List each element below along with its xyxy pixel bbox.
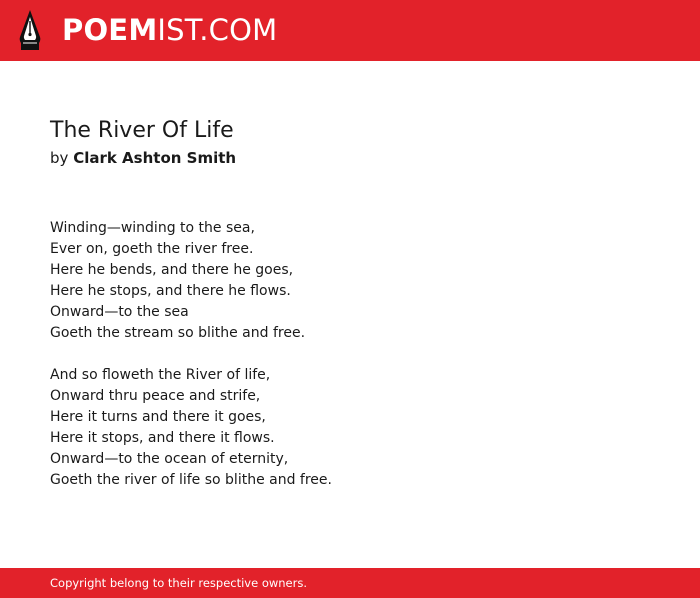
poem-line: Here he bends, and there he goes, — [50, 262, 294, 278]
poem-line: Goeth the stream so blithe and free. — [50, 325, 306, 341]
poem-content — [50, 116, 670, 512]
brand-bold-text: POEM — [62, 13, 158, 47]
poem-line: Here he stops, and there he flows. — [50, 283, 291, 299]
poem-line: Here it turns and there it goes, — [50, 409, 266, 425]
stanza-2 — [50, 365, 670, 491]
author-link[interactable]: Clark Ashton Smith — [73, 149, 237, 167]
copyright-text: Copyright belong to their respective owners. — [50, 576, 308, 590]
pen-nib-icon — [17, 9, 43, 51]
poem-line: Ever on, goeth the river free. — [50, 241, 254, 257]
site-header — [0, 0, 700, 61]
brand-light-text: IST.COM — [157, 13, 278, 47]
poem-line: Goeth the river of life so blithe and free. — [50, 472, 332, 488]
poem-line: Onward—to the sea — [50, 304, 189, 320]
poem-byline — [50, 147, 670, 169]
poem-line: Onward—to the ocean of eternity, — [50, 451, 289, 467]
stanza-1 — [50, 218, 670, 344]
poem-line: Winding—winding to the sea, — [50, 220, 255, 236]
poem-line: Here it stops, and there it flows. — [50, 430, 275, 446]
poem-body — [50, 218, 670, 491]
site-footer — [0, 568, 700, 598]
poem-title: The River Of Life — [50, 118, 234, 143]
poem-line: Onward thru peace and strife, — [50, 388, 261, 404]
by-label: by — [50, 149, 69, 167]
site-logo-link[interactable] — [17, 9, 277, 51]
brand-name — [62, 9, 277, 51]
poem-line: And so floweth the River of life, — [50, 367, 271, 383]
